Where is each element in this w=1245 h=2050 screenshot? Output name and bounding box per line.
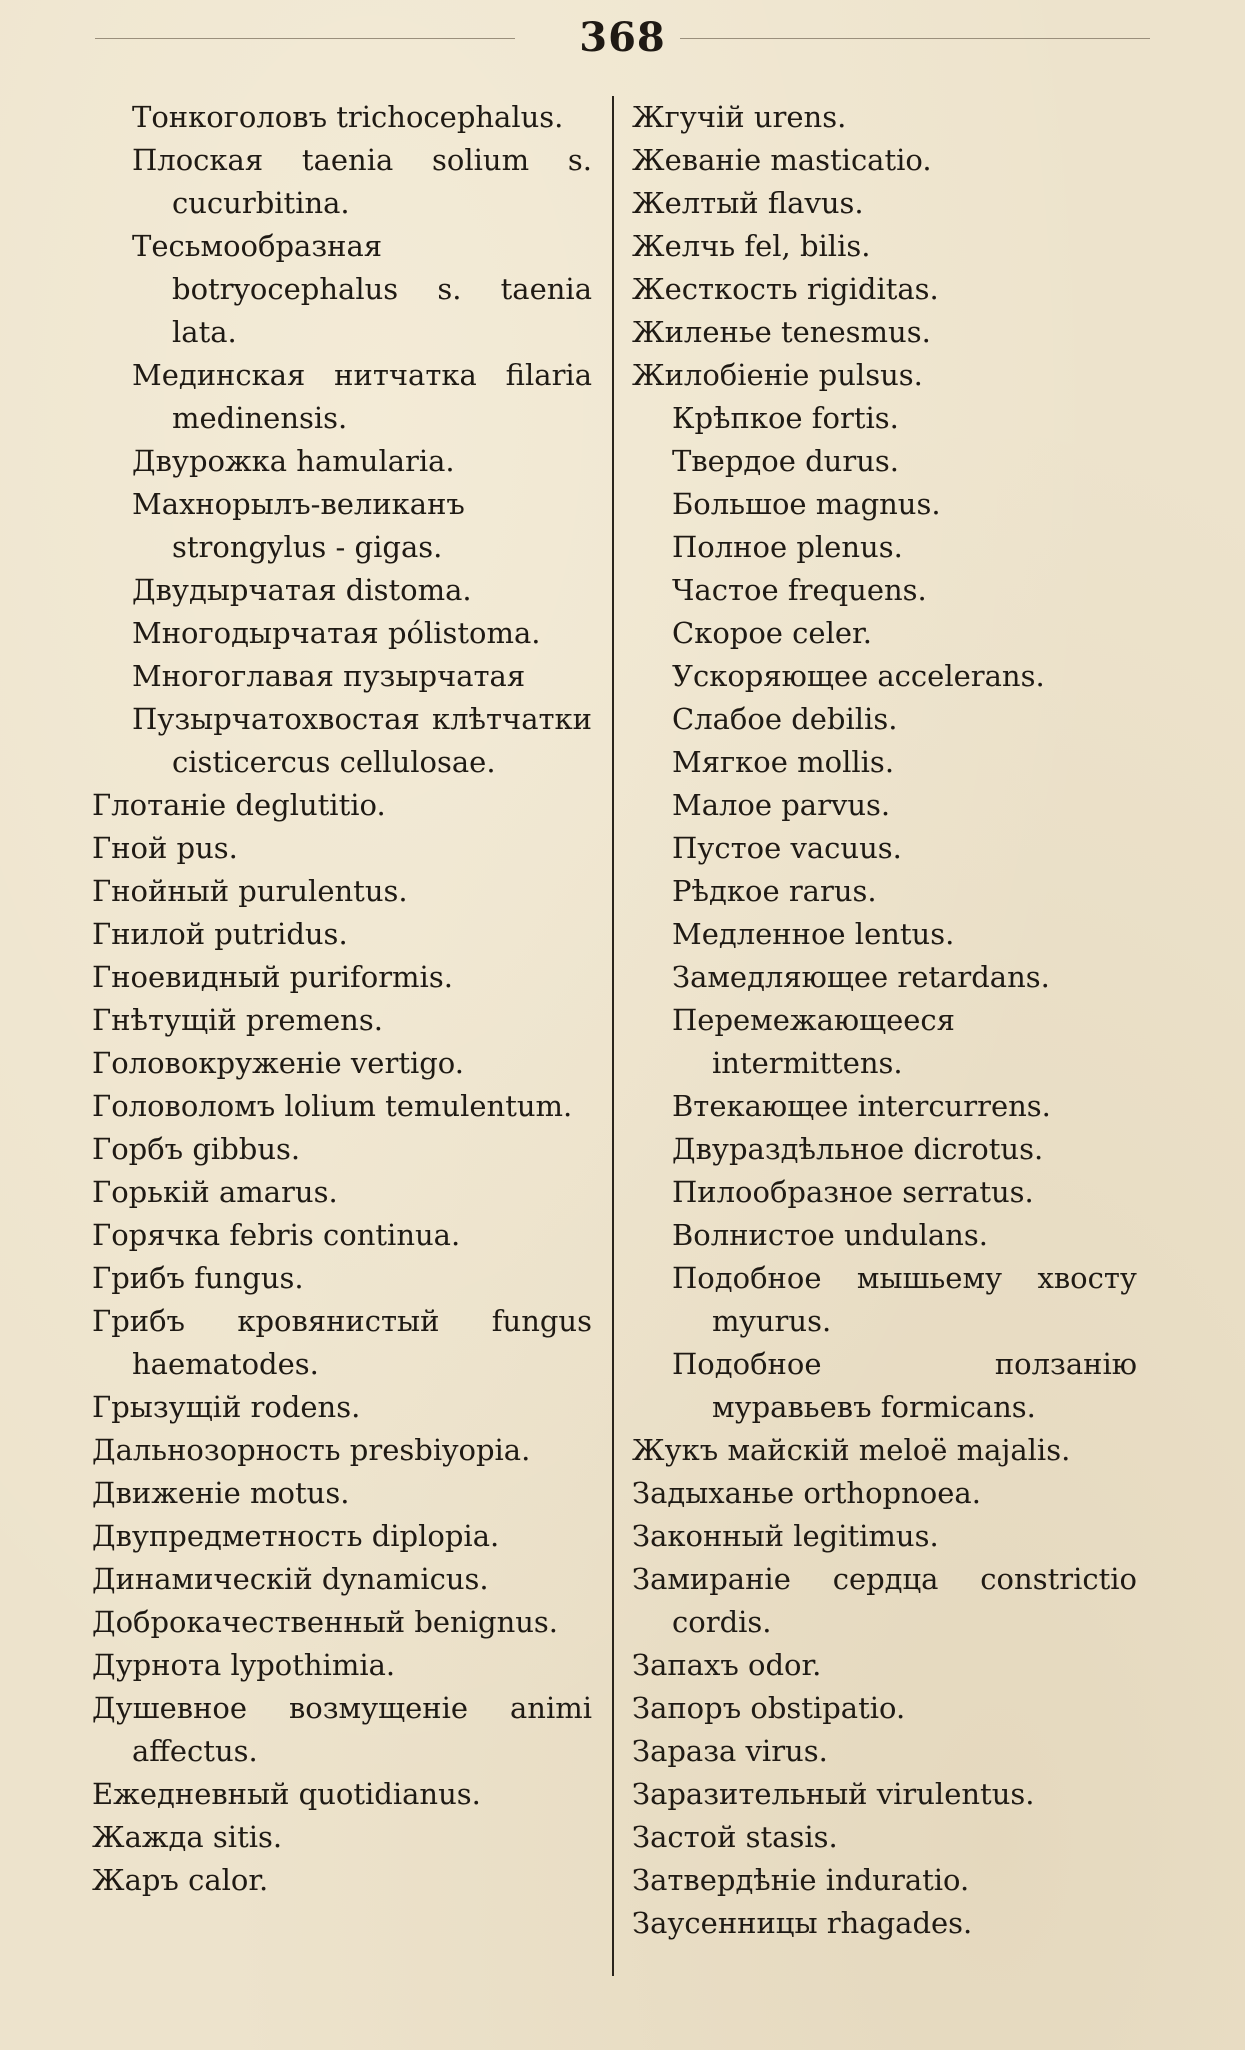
dictionary-subentry: Волнистое undulans. [672,1218,988,1252]
dictionary-entry: Динамическiй dynamicus. [92,1562,489,1596]
dictionary-entry: Ежедневный quotidianus. [92,1777,481,1811]
dictionary-subentry: Частое frequens. [672,573,927,607]
dictionary-entry: Жиленье tenesmus. [632,315,931,349]
dictionary-entry: Жгучiй urens. [632,100,847,134]
dictionary-entry: Гнѣтущiй premens. [92,1003,383,1037]
dictionary-subentry: Малое parvus. [672,788,891,822]
dictionary-subentry: Двураздѣльное dicrotus. [672,1132,1044,1166]
dictionary-entry: Жеванiе masticatio. [632,143,932,177]
dictionary-entry: Головокруженiе vertigo. [92,1046,464,1080]
dictionary-entry: Застой stasis. [632,1820,838,1854]
dictionary-entry: Заразительный virulentus. [632,1777,1035,1811]
dictionary-subentry: Крѣпкое fortis. [672,401,899,435]
dictionary-entry: Желтый flavus. [632,186,864,220]
dictionary-entry: Жилобiенiе pulsus. [632,358,923,392]
column-divider [612,96,614,1976]
dictionary-subentry: Двурожка hamularia. [132,444,455,478]
dictionary-subentry: Многодырчатая pólistoma. [132,616,541,650]
right-column [632,96,1137,1945]
dictionary-entry: Грибъ кровянистый fungus haematodes. [92,1304,592,1381]
left-column [92,96,592,1902]
dictionary-entry: Горбъ gibbus. [92,1132,301,1166]
dictionary-subentry: Медленное lentus. [672,917,955,951]
dictionary-entry: Глотанiе deglutitio. [92,788,386,822]
dictionary-subentry: Скорое celer. [672,616,872,650]
dictionary-subentry: Подобное ползанiю муравьевъ formicans. [672,1347,1137,1424]
dictionary-subentry: Мединская нитчатка filaria medinensis. [132,358,592,435]
dictionary-subentry: Махнорылъ-великанъ strongylus - gigas. [132,487,465,564]
dictionary-entry: Горячка febris continua. [92,1218,461,1252]
dictionary-entry: Грибъ fungus. [92,1261,304,1295]
dictionary-subentry: Тесьмообразная botryocephalus s. taenia lata. [132,229,592,349]
dictionary-subentry: Рѣдкое rarus. [672,874,877,908]
dictionary-subentry: Тонкоголовъ trichocephalus. [132,100,564,134]
dictionary-entry: Заусенницы rhagades. [632,1906,973,1940]
dictionary-entry: Головоломъ lolium temulentum. [92,1089,573,1123]
dictionary-entry: Жажда sitis. [92,1820,283,1854]
dictionary-entry: Задыханье orthopnoea. [632,1476,981,1510]
dictionary-entry: Гной pus. [92,831,238,865]
dictionary-entry: Жукъ майскiй meloë majalis. [632,1433,1071,1467]
dictionary-entry: Гнойный purulentus. [92,874,408,908]
dictionary-entry: Душевное возмущенiе animi affectus. [92,1691,592,1768]
page-number: 368 [579,14,666,61]
dictionary-subentry: Большое magnus. [672,487,941,521]
dictionary-subentry: Многоглавая пузырчатая [132,659,526,693]
dictionary-entry: Запоръ obstipatio. [632,1691,906,1725]
dictionary-entry: Движенiе motus. [92,1476,350,1510]
dictionary-entry: Затвердѣнiе induratio. [632,1863,970,1897]
dictionary-entry: Жесткость rigiditas. [632,272,939,306]
dictionary-subentry: Мягкое mollis. [672,745,895,779]
header-rule [680,38,1150,39]
dictionary-entry: Дальнозорность presbiyopia. [92,1433,531,1467]
dictionary-entry: Законный legitimus. [632,1519,939,1553]
dictionary-entry: Доброкачественный benignus. [92,1605,559,1639]
dictionary-subentry: Замедляющее retardans. [672,960,1050,994]
dictionary-entry: Жаръ calor. [92,1863,269,1897]
dictionary-subentry: Двудырчатая distoma. [132,573,472,607]
dictionary-subentry: Полное plenus. [672,530,903,564]
dictionary-subentry: Перемежающееся intermittens. [672,1003,955,1080]
dictionary-subentry: Пузырчатохвостая клѣтчатки cisticercus cellulosae. [132,702,592,779]
dictionary-subentry: Пилообразное serratus. [672,1175,1034,1209]
dictionary-entry: Гноевидный puriformis. [92,960,453,994]
dictionary-subentry: Плоская taenia solium s. cucurbitina. [132,143,592,220]
dictionary-entry: Замиранiе сердца constrictio cordis. [632,1562,1137,1639]
dictionary-entry: Зараза virus. [632,1734,828,1768]
dictionary-subentry: Подобное мышьему хвосту myurus. [672,1261,1137,1338]
dictionary-entry: Двупредметность diplopia. [92,1519,500,1553]
dictionary-subentry: Пустое vacuus. [672,831,902,865]
dictionary-entry: Горькiй amarus. [92,1175,338,1209]
dictionary-subentry: Твердое durus. [672,444,899,478]
dictionary-subentry: Втекающее intercurrens. [672,1089,1051,1123]
dictionary-entry: Дурнота lypothimia. [92,1648,396,1682]
dictionary-subentry: Ускоряющее accelerans. [672,659,1045,693]
dictionary-entry: Запахъ odor. [632,1648,822,1682]
dictionary-entry: Грызущiй rodens. [92,1390,361,1424]
dictionary-subentry: Слабое debilis. [672,702,898,736]
dictionary-entry: Желчь fel, bilis. [632,229,871,263]
dictionary-entry: Гнилой putridus. [92,917,348,951]
